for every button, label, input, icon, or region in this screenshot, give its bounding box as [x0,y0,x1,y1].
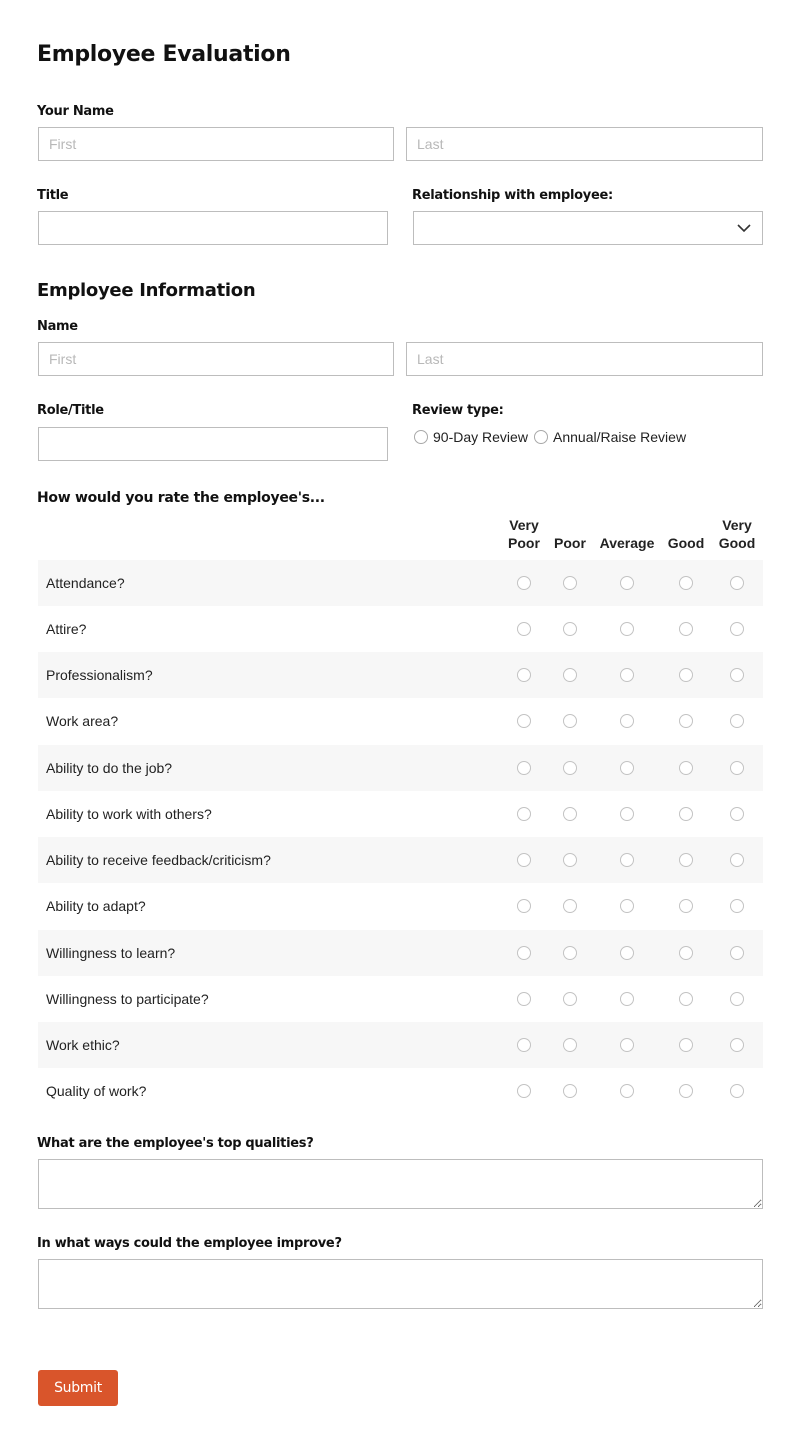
rating-radio-button[interactable] [517,668,531,682]
rating-radio-button[interactable] [620,946,634,960]
rating-radio-button[interactable] [620,714,634,728]
rating-radio-button[interactable] [517,807,531,821]
rating-row [38,930,763,976]
rating-row-label: Willingness to participate? [46,991,209,1007]
rating-radio-button[interactable] [679,1084,693,1098]
rating-column-header-line1: Very [722,517,752,533]
rating-radio-button[interactable] [517,761,531,775]
rating-row [38,1068,763,1114]
employee-info-heading: Employee Information [37,280,256,301]
rating-row [38,606,763,652]
review-type-label: Review type: [412,403,504,418]
rating-row-label: Ability to work with others? [46,806,212,822]
rating-column-header-line2: Good [718,535,756,551]
rating-radio-button[interactable] [620,1038,634,1052]
chevron-down-icon [736,220,752,236]
radio-button[interactable] [534,430,548,444]
employee-last-name-input[interactable] [406,342,763,376]
rating-column-header [702,516,772,552]
rating-radio-button[interactable] [679,622,693,636]
rating-row [38,837,763,883]
your-name-label: Your Name [37,104,114,119]
rating-radio-button[interactable] [517,714,531,728]
rating-radio-button[interactable] [563,853,577,867]
rating-row [38,698,763,744]
rating-radio-button[interactable] [679,946,693,960]
rating-radio-button[interactable] [563,576,577,590]
improve-textarea[interactable] [38,1259,763,1309]
rating-radio-button[interactable] [679,576,693,590]
rating-radio-button[interactable] [679,761,693,775]
your-first-name-input[interactable] [38,127,394,161]
rating-radio-button[interactable] [679,807,693,821]
rating-radio-button[interactable] [517,946,531,960]
rating-row [38,560,763,606]
relationship-select[interactable] [413,211,763,245]
rating-radio-button[interactable] [679,668,693,682]
improve-label: In what ways could the employee improve? [37,1236,342,1251]
rating-question: How would you rate the employee's... [37,490,325,506]
rating-radio-button[interactable] [730,1084,744,1098]
rating-row-label: Ability to receive feedback/criticism? [46,852,271,868]
relationship-label: Relationship with employee: [412,188,613,203]
rating-radio-button[interactable] [620,1084,634,1098]
rating-radio-button[interactable] [679,899,693,913]
rating-radio-button[interactable] [563,668,577,682]
rating-row-label: Attendance? [46,575,125,591]
rating-radio-button[interactable] [730,946,744,960]
rating-radio-button[interactable] [517,622,531,636]
rating-row [38,1022,763,1068]
rating-row [38,976,763,1022]
rating-radio-button[interactable] [730,899,744,913]
rating-row [38,791,763,837]
rating-radio-button[interactable] [563,1038,577,1052]
your-last-name-input[interactable] [406,127,763,161]
rating-radio-button[interactable] [620,992,634,1006]
page-title: Employee Evaluation [37,42,291,67]
employee-first-name-input[interactable] [38,342,394,376]
rating-radio-button[interactable] [517,853,531,867]
rating-radio-button[interactable] [620,899,634,913]
rating-radio-button[interactable] [563,622,577,636]
role-title-label: Role/Title [37,403,104,418]
rating-radio-button[interactable] [730,1038,744,1052]
rating-radio-button[interactable] [679,992,693,1006]
title-input[interactable] [38,211,388,245]
rating-radio-button[interactable] [517,992,531,1006]
rating-radio-button[interactable] [563,714,577,728]
rating-row-label: Ability to do the job? [46,760,173,776]
rating-row-label: Willingness to learn? [46,945,176,961]
rating-radio-button[interactable] [563,899,577,913]
rating-radio-button[interactable] [730,668,744,682]
review-option-label: Annual/Raise Review [553,429,687,445]
employee-name-label: Name [37,319,78,334]
rating-row-label: Work ethic? [46,1037,120,1053]
submit-button[interactable]: Submit [38,1370,118,1406]
rating-row-label: Work area? [46,713,119,729]
rating-row [38,745,763,791]
rating-row-label: Professionalism? [46,667,153,683]
review-option-90-day[interactable] [414,429,528,445]
rating-radio-button[interactable] [563,807,577,821]
rating-radio-button[interactable] [563,1084,577,1098]
rating-radio-button[interactable] [517,1038,531,1052]
rating-radio-button[interactable] [563,946,577,960]
top-qualities-textarea[interactable] [38,1159,763,1209]
rating-radio-button[interactable] [730,576,744,590]
rating-radio-button[interactable] [517,576,531,590]
radio-button[interactable] [414,430,428,444]
rating-radio-button[interactable] [730,761,744,775]
rating-radio-button[interactable] [730,714,744,728]
rating-radio-button[interactable] [679,1038,693,1052]
rating-radio-button[interactable] [517,899,531,913]
rating-radio-button[interactable] [730,992,744,1006]
top-qualities-label: What are the employee's top qualities? [37,1136,314,1151]
rating-radio-button[interactable] [730,853,744,867]
rating-radio-button[interactable] [620,853,634,867]
rating-radio-button[interactable] [620,622,634,636]
rating-radio-button[interactable] [620,761,634,775]
rating-row [38,883,763,929]
rating-radio-button[interactable] [563,761,577,775]
rating-radio-button[interactable] [620,576,634,590]
rating-column-header-line2: Poor [508,535,540,551]
rating-radio-button[interactable] [730,807,744,821]
rating-column-header-line1: Very [509,517,539,533]
rating-row-label: Ability to adapt? [46,898,146,914]
rating-row-label: Attire? [46,621,87,637]
rating-column-header-line2: Average [599,535,655,551]
rating-radio-button[interactable] [517,1084,531,1098]
rating-radio-button[interactable] [730,622,744,636]
rating-row [38,652,763,698]
rating-column-header-line2: Good [667,535,705,551]
rating-column-header-line2: Poor [554,535,586,551]
rating-radio-button[interactable] [620,807,634,821]
rating-radio-button[interactable] [679,714,693,728]
title-label: Title [37,188,69,203]
rating-radio-button[interactable] [563,992,577,1006]
role-title-input[interactable] [38,427,388,461]
rating-radio-button[interactable] [620,668,634,682]
review-option-annual[interactable] [534,429,686,445]
rating-radio-button[interactable] [679,853,693,867]
rating-row-label: Quality of work? [46,1083,147,1099]
review-option-label: 90-Day Review [433,429,528,445]
